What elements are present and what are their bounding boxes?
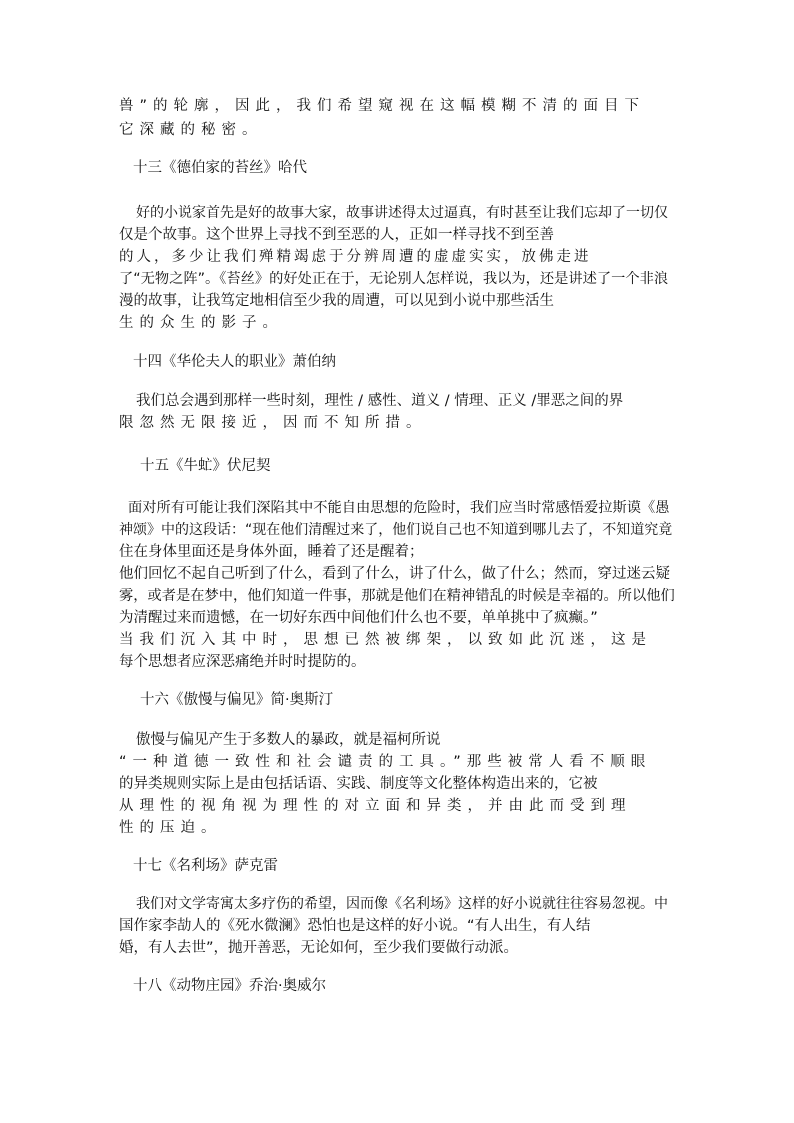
paragraph-line: 了“无物之阵”。《苔丝》的好处正在于，无论别人怎样说，我以为，还是讲述了一个非浪 (119, 271, 669, 287)
section-heading: 十八《动物庄园》乔治·奥威尔 (133, 978, 327, 994)
paragraph-line: 面对所有可能让我们深陷其中不能自由思想的危险时，我们应当时常感悟爱拉斯谟《愚 (128, 500, 670, 516)
section-heading: 十四《华伦夫人的职业》萧伯纳 (133, 354, 336, 370)
section-heading: 十三《德伯家的苔丝》哈代 (133, 160, 307, 176)
paragraph-line: 当我们沉入其中时，思想已然被绑架，以致如此沉迷，这是 (119, 632, 652, 648)
paragraph-line: 限忽然无限接近，因而不知所措。 (119, 415, 427, 431)
paragraph-line: 傲慢与偏见产生于多数人的暴政，就是福柯所说 (136, 732, 441, 748)
paragraph-line: 仅是个故事。这个世界上寻找不到至恶的人，正如一样寻找不到至善 (119, 227, 554, 243)
paragraph-line: 生的众生的影子。 (119, 315, 283, 331)
paragraph-line: 我们对文学寄寓太多疗伤的希望，因而像《名利场》这样的好小说就往往容易忽视。中 (136, 896, 668, 912)
paragraph-line: 的异类规则实际上是由包括话语、实践、制度等文化整体构造出来的，它被 (119, 776, 598, 792)
paragraph-line: 住在身体里面还是身体外面，睡着了还是醒着； (119, 544, 424, 560)
section-heading: 十六《傲慢与偏见》简·奥斯汀 (140, 692, 334, 708)
paragraph-line: 的人，多少让我们殚精竭虑于分辨周遭的虚虚实实，放佛走进 (119, 249, 592, 265)
paragraph-line: 为清醒过来而遗憾，在一切好东西中间他们什么也不要，单单挑中了疯癫。” (119, 610, 598, 626)
paragraph-line: 兽”的轮廓，因此，我们希望窥视在这幅模糊不清的面目下 (119, 98, 646, 114)
paragraph-line: 性的压迫。 (119, 820, 222, 836)
paragraph-line: 雾，或者是在梦中，他们知道一件事，那就是他们在精神错乱的时候是幸福的。所以他们 (119, 588, 675, 604)
paragraph-line: 好的小说家首先是好的故事大家，故事讲述得太过逼真，有时甚至让我们忘却了一切仅 (136, 205, 668, 221)
section-heading: 十七《名利场》萨克雷 (133, 858, 278, 874)
paragraph-line: 我们总会遇到那样一些时刻，理性 / 感性、道义 / 情理、正义 /罪恶之间的界 (136, 393, 624, 409)
paragraph-line: 漫的故事，让我笃定地相信至少我的周遭，可以见到小说中那些活生 (119, 293, 554, 309)
paragraph-line: 它深藏的秘密。 (119, 122, 263, 138)
paragraph-line: “一种道德一致性和社会谴责的工具。”那些被常人看不顺眼 (119, 754, 652, 770)
paragraph-line: 从理性的视角视为理性的对立面和异类，并由此而受到理 (119, 798, 632, 814)
section-heading: 十五《牛虻》伏尼契 (140, 458, 271, 474)
paragraph-line: 国作家李劼人的《死水微澜》恐怕也是这样的好小说。“有人出生，有人结 (119, 918, 591, 934)
paragraph-line: 婚，有人去世”，抛开善恶，无论如何，至少我们要做行动派。 (119, 940, 519, 956)
paragraph-line: 他们回忆不起自己听到了什么，看到了什么，讲了什么，做了什么；然而，穿过迷云疑 (119, 566, 670, 582)
paragraph-line: 每个思想者应深恶痛绝并时时提防的。 (119, 654, 366, 670)
paragraph-line: 神颂》中的这段话：“现在他们清醒过来了，他们说自己也不知道到哪儿去了，不知道究竟 (119, 522, 673, 538)
